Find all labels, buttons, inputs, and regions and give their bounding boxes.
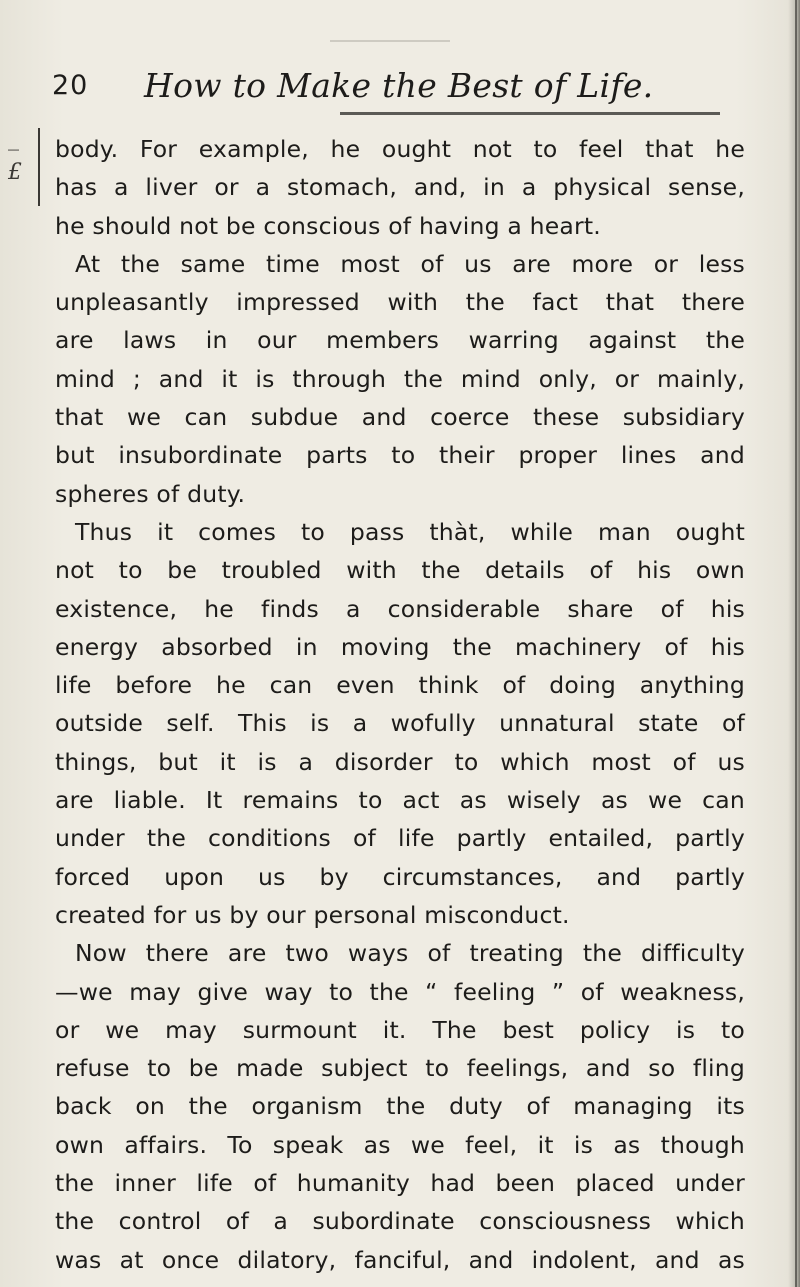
text-line: outside self. This is a wofully unnatural state of <box>55 709 745 738</box>
text-line: back on the organism the duty of managing its <box>55 1092 745 1121</box>
text-line: —we may give way to the “ feeling ” of weakness, <box>55 977 745 1006</box>
text-line: body. For example, he ought not to feel that he <box>55 135 745 163</box>
margin-mark-dash: _ <box>8 126 19 151</box>
text-line: forced upon us by circumstances, and partly <box>55 862 745 891</box>
text-line: the inner life of humanity had been placed under <box>55 1169 745 1198</box>
faint-top-rule <box>330 40 450 42</box>
text-line: At the same time most of us are more or less <box>75 249 745 278</box>
text-line: unpleasantly impressed with the fact that there <box>55 288 745 317</box>
text-line: Thus it comes to pass thàt, while man ought <box>75 517 745 546</box>
running-head <box>52 68 742 112</box>
text-line: refuse to be made subject to feelings, and so fling <box>55 1054 745 1083</box>
text-line: existence, he finds a considerable share of his <box>55 594 745 623</box>
text-line: that we can subdue and coerce these subsidiary <box>55 403 745 432</box>
text-line: or we may surmount it. The best policy is to <box>55 1015 745 1044</box>
text-line: was at once dilatory, fanciful, and indolent, and as <box>55 1245 745 1274</box>
text-line: things, but it is a disorder to which most of us <box>55 747 745 776</box>
margin-bracket <box>38 128 40 206</box>
text-line: under the conditions of life partly entailed, partly <box>55 824 745 853</box>
text-line: created for us by our personal misconduct. <box>55 900 570 929</box>
text-line: life before he can even think of doing anything <box>55 671 745 700</box>
text-line: but insubordinate parts to their proper lines and <box>55 441 745 470</box>
text-line: are liable. It remains to act as wisely as we can <box>55 786 745 815</box>
text-line: own affairs. To speak as we feel, it is as though <box>55 1130 745 1159</box>
text-line: the control of a subordinate consciousness which <box>55 1207 745 1236</box>
page-edge-line <box>795 0 797 1287</box>
text-line: are laws in our members warring against the <box>55 326 745 355</box>
text-line: he should not be conscious of having a heart. <box>55 211 601 240</box>
text-line: mind ; and it is through the mind only, or mainly, <box>55 364 745 393</box>
margin-mark-symbol: £ <box>8 160 22 185</box>
page-number: 20 <box>52 70 89 101</box>
header-rule <box>340 112 720 115</box>
body-text <box>55 130 745 1279</box>
running-title: How to Make the Best of Life. <box>144 66 654 105</box>
page-edge-shadow <box>788 0 800 1287</box>
text-line: spheres of duty. <box>55 479 246 508</box>
text-line: not to be troubled with the details of his own <box>55 556 745 585</box>
text-line: Now there are two ways of treating the difficulty <box>75 939 745 968</box>
text-line: has a liver or a stomach, and, in a physical sense, <box>55 173 745 202</box>
text-line: energy absorbed in moving the machinery of his <box>55 632 745 661</box>
